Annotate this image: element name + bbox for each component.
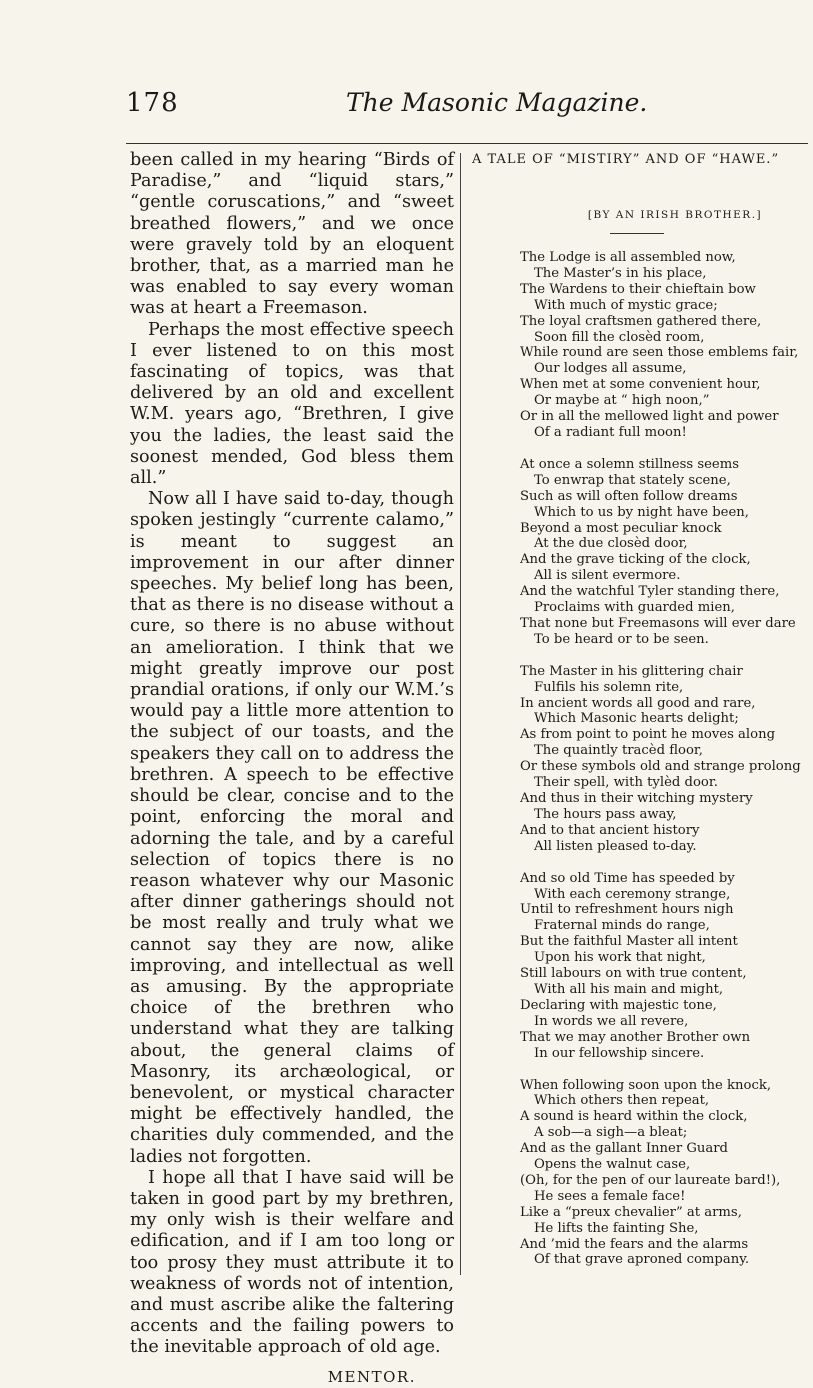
poem-line: And ’mid the fears and the alarms <box>520 1236 749 1252</box>
right-column <box>472 150 808 1268</box>
poem-line: Fulfils his solemn rite, <box>534 679 684 695</box>
poem-line: But the faithful Master all intent <box>520 934 738 950</box>
poem-line: When following soon upon the knock, <box>520 1077 772 1093</box>
poem-line: Which Masonic hearts delight; <box>534 711 739 727</box>
poem-line: Upon his work that night, <box>534 950 706 966</box>
poem-line: He sees a female face! <box>534 1188 686 1204</box>
poem-line: Declaring with majestic tone, <box>520 997 717 1013</box>
poem-line: And as the gallant Inner Guard <box>520 1141 728 1157</box>
poem-line: The Master in his glittering chair <box>520 663 743 679</box>
poem-line: And the watchful Tyler standing there, <box>520 584 780 600</box>
poem-line: Which others then repeat, <box>534 1093 710 1109</box>
poem-line: Our lodges all assume, <box>534 361 687 377</box>
poem-line: At once a solemn stillness seems <box>520 456 739 472</box>
poem-line: (Oh, for the pen of our laureate bard!), <box>520 1172 781 1188</box>
stanza <box>520 250 808 441</box>
poem-line: Or maybe at “ high noon,” <box>534 393 710 409</box>
poem-body <box>472 250 808 1268</box>
poem-title: A TALE OF “MISTIRY” AND OF “HAWE.” <box>472 152 780 167</box>
stanza <box>520 664 808 855</box>
poem-line: Or in all the mellowed light and power <box>520 409 779 425</box>
poem-line: A sob—a sigh—a bleat; <box>534 1125 688 1141</box>
poem-line: A sound is heard within the clock, <box>520 1109 748 1125</box>
header-rule <box>126 143 808 144</box>
page-number: 178 <box>126 88 179 118</box>
poem-line: Or these symbols old and strange prolong <box>520 759 801 775</box>
poem-line: In our fellowship sincere. <box>534 1045 705 1061</box>
paragraph: been called in my hearing “Birds of Paradise,” and “liquid stars,” “gentle coruscations,” and “sweet breathed flowers,” and we once were gravely told by an eloquent brother, that, as a married man he was enabled to say every woman was at heart a Freemason. <box>130 150 454 319</box>
poem-line: Of that grave aproned company. <box>534 1252 750 1268</box>
poem-line: With much of mystic grace; <box>534 297 718 313</box>
poem-line: Beyond a most peculiar knock <box>520 520 722 536</box>
poem-line: The loyal craftsmen gathered there, <box>520 313 762 329</box>
poem-line: All listen pleased to-day. <box>534 838 697 854</box>
title-rule <box>610 233 664 234</box>
poem-line: The Wardens to their chieftain bow <box>520 281 756 297</box>
poem-line: And so old Time has speeded by <box>520 870 735 886</box>
signature: MENTOR. <box>327 1367 416 1386</box>
poem-line: That we may another Brother own <box>520 1029 751 1045</box>
poem-line: All is silent evermore. <box>534 568 681 584</box>
poem-line: Proclaims with guarded mien, <box>534 600 735 616</box>
poem-line: The Lodge is all assembled now, <box>520 250 736 265</box>
poem-line: The quaintly tracèd floor, <box>534 743 703 759</box>
poem-line: The Master’s in his place, <box>534 265 707 281</box>
stanza <box>520 871 808 1062</box>
paragraph: Perhaps the most effective speech I ever listened to on this most fascinating of topics, was that delivered by an old and excellent W.M. years ago, “Brethren, I give you the ladies, the least said the soonest mended, God bless them all.” <box>130 319 454 489</box>
left-column <box>130 150 454 1388</box>
poem-line: Of a radiant full moon! <box>534 424 687 440</box>
poem-line: To enwrap that stately scene, <box>534 472 731 488</box>
poem-line: While round are seen those emblems fair, <box>520 345 799 361</box>
poem-line: As from point to point he moves along <box>520 727 776 743</box>
poem-line: Like a “preux chevalier” at arms, <box>520 1204 742 1220</box>
poem-line: Opens the walnut case, <box>534 1157 691 1173</box>
poem-line: And to that ancient history <box>520 822 700 838</box>
poem-line: In ancient words all good and rare, <box>520 695 756 711</box>
poem-line: To be heard or to be seen. <box>534 631 709 647</box>
poem-line: That none but Freemasons will ever dare <box>520 615 796 631</box>
stanza <box>520 1078 808 1269</box>
poem-line: And thus in their witching mystery <box>520 791 753 806</box>
poem-line: Still labours on with true content, <box>520 966 747 982</box>
poem-line: With all his main and might, <box>534 981 724 997</box>
column-divider <box>460 153 461 1275</box>
poem-line: Which to us by night have been, <box>534 504 749 520</box>
stanza <box>520 457 808 648</box>
poem-line: He lifts the fainting She, <box>534 1220 699 1236</box>
poem-line: At the due closèd door, <box>534 536 688 552</box>
paragraph: Now all I have said to-day, though spoken jestingly “currente calamo,” is meant to suggest an improvement in our after dinner speeches. My belief long has been, that as there is no disease without a cure, so there is no abuse without an amelioration. I think that we might greatly improve our post prandial orations, if only our W.M.’s would pay a little more attention to the subject of our toasts, and the speakers they call on to address the brethren. A speech to be effective should be clear, concise and to the point, enforcing the moral and adorning the tale, and by a careful selection of topics there is no reason whatever why our Masonic after dinner gatherings should not be most really and truly what we cannot say they are now, alike improving, and intellectual as well as amusing. By the appropriate choice of the brethren who understand what they are talking about, the general claims of Masonry, its archæological, or benevolent, or mystical character might be effectively handled, the charities duly commended, and the ladies not forgotten. <box>130 489 454 1167</box>
poem-line: Such as will often follow dreams <box>520 488 738 504</box>
poem-line: Fraternal minds do range, <box>534 918 710 934</box>
running-title: The Masonic Magazine. <box>346 88 648 117</box>
poem-line: When met at some convenient hour, <box>520 377 761 393</box>
paragraph: I hope all that I have said will be taken in good part by my brethren, my only wish is their welfare and edification, and if I am too long or too prosy they must attribute it to weakness of words not of intention, and must ascribe alike the faltering accents and the failing powers to the inevitable approach of old age. <box>130 1167 454 1358</box>
poem-line: With each ceremony strange, <box>534 886 731 902</box>
poem-line: Their spell, with tylèd door. <box>534 775 718 791</box>
byline: [BY AN IRISH BROTHER.] <box>587 209 763 221</box>
poem-line: And the grave ticking of the clock, <box>520 552 751 568</box>
poem-line: The hours pass away, <box>534 806 677 822</box>
poem-line: Until to refreshment hours nigh <box>520 902 734 918</box>
poem-line: Soon fill the closèd room, <box>534 329 705 345</box>
poem-line: In words we all revere, <box>534 1013 689 1029</box>
page-header <box>126 88 806 124</box>
